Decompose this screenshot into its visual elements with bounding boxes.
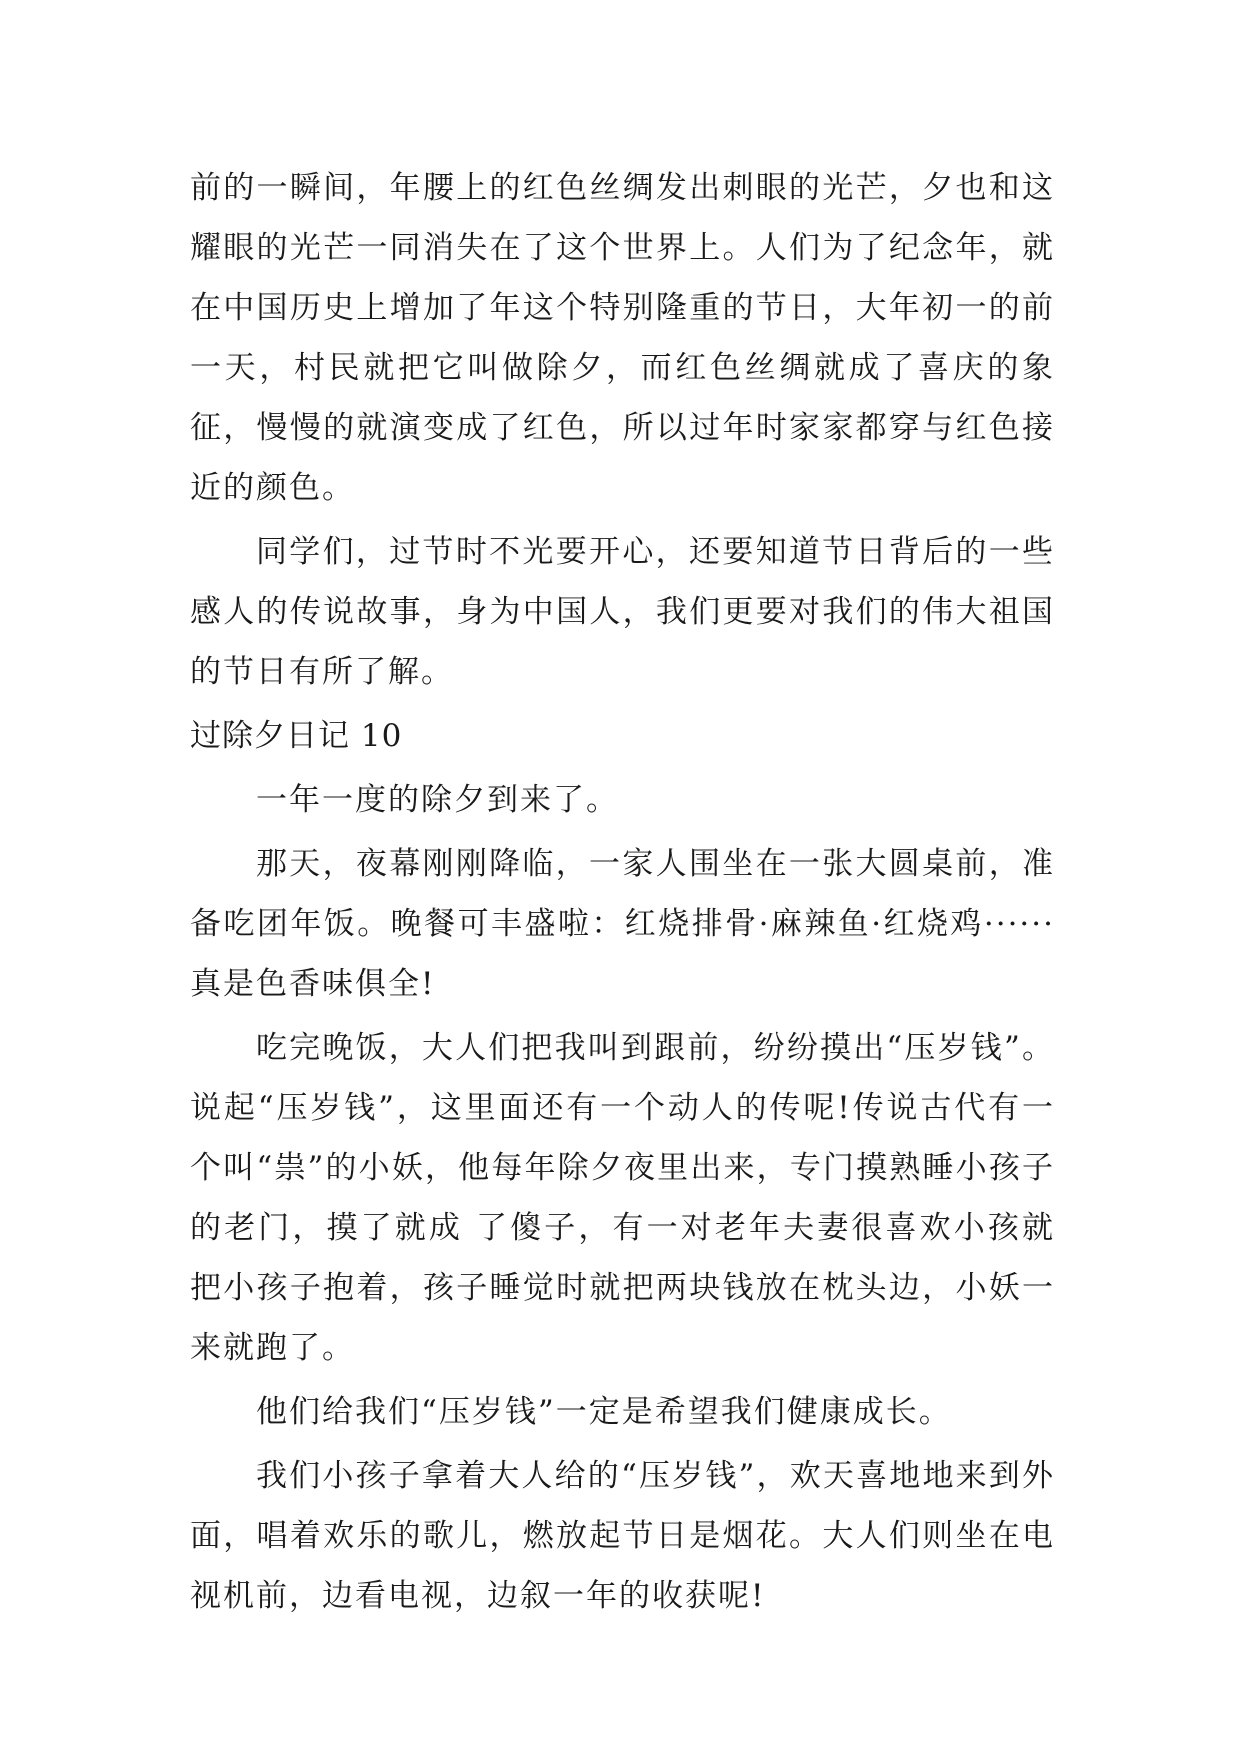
section-heading: 过除夕日记 10 xyxy=(190,718,403,754)
paragraph-6: 他们给我们“压岁钱”一定是希望我们健康成长。 xyxy=(256,1394,952,1430)
paragraph-1: 前的一瞬间，年腰上的红色丝绸发出刺眼的光芒，夕也和这耀眼的光芒一同消失在了这个世界上。人们为了纪念年，就在中国历史上增加了年这个特别隆重的节日，大年初一的前一天，村民就把它叫做除夕，而红色丝绸就成了喜庆的象征，慢慢的就演变成了红色，所以过年时家家都穿与红色接近的颜色。 xyxy=(190,170,1055,506)
paragraph-3: 一年一度的除夕到来了。 xyxy=(256,782,619,818)
paragraph-7: 我们小孩子拿着大人给的“压岁钱”，欢天喜地地来到外面，唱着欢乐的歌儿，燃放起节日是烟花。大人们则坐在电视机前，边看电视，边叙一年的收获呢! xyxy=(190,1458,1055,1614)
paragraph-5: 吃完晚饭，大人们把我叫到跟前，纷纷摸出“压岁钱”。说起“压岁钱”，这里面还有一个动人的传呢!传说古代有一个叫“祟”的小妖，他每年除夕夜里出来，专门摸熟睡小孩子的老门，摸了就成 了傻子，有一对老年夫妻很喜欢小孩就把小孩子抱着，孩子睡觉时就把两块钱放在枕头边，小妖一来就跑了。 xyxy=(190,1030,1055,1366)
paragraph-4: 那天，夜幕刚刚降临，一家人围坐在一张大圆桌前，准备吃团年饭。晚餐可丰盛啦：红烧排骨·麻辣鱼·红烧鸡······真是色香味俱全! xyxy=(190,846,1055,1002)
paragraph-2: 同学们，过节时不光要开心，还要知道节日背后的一些感人的传说故事，身为中国人，我们更要对我们的伟大祖国的节日有所了解。 xyxy=(190,534,1055,690)
document-body xyxy=(190,158,1055,1630)
